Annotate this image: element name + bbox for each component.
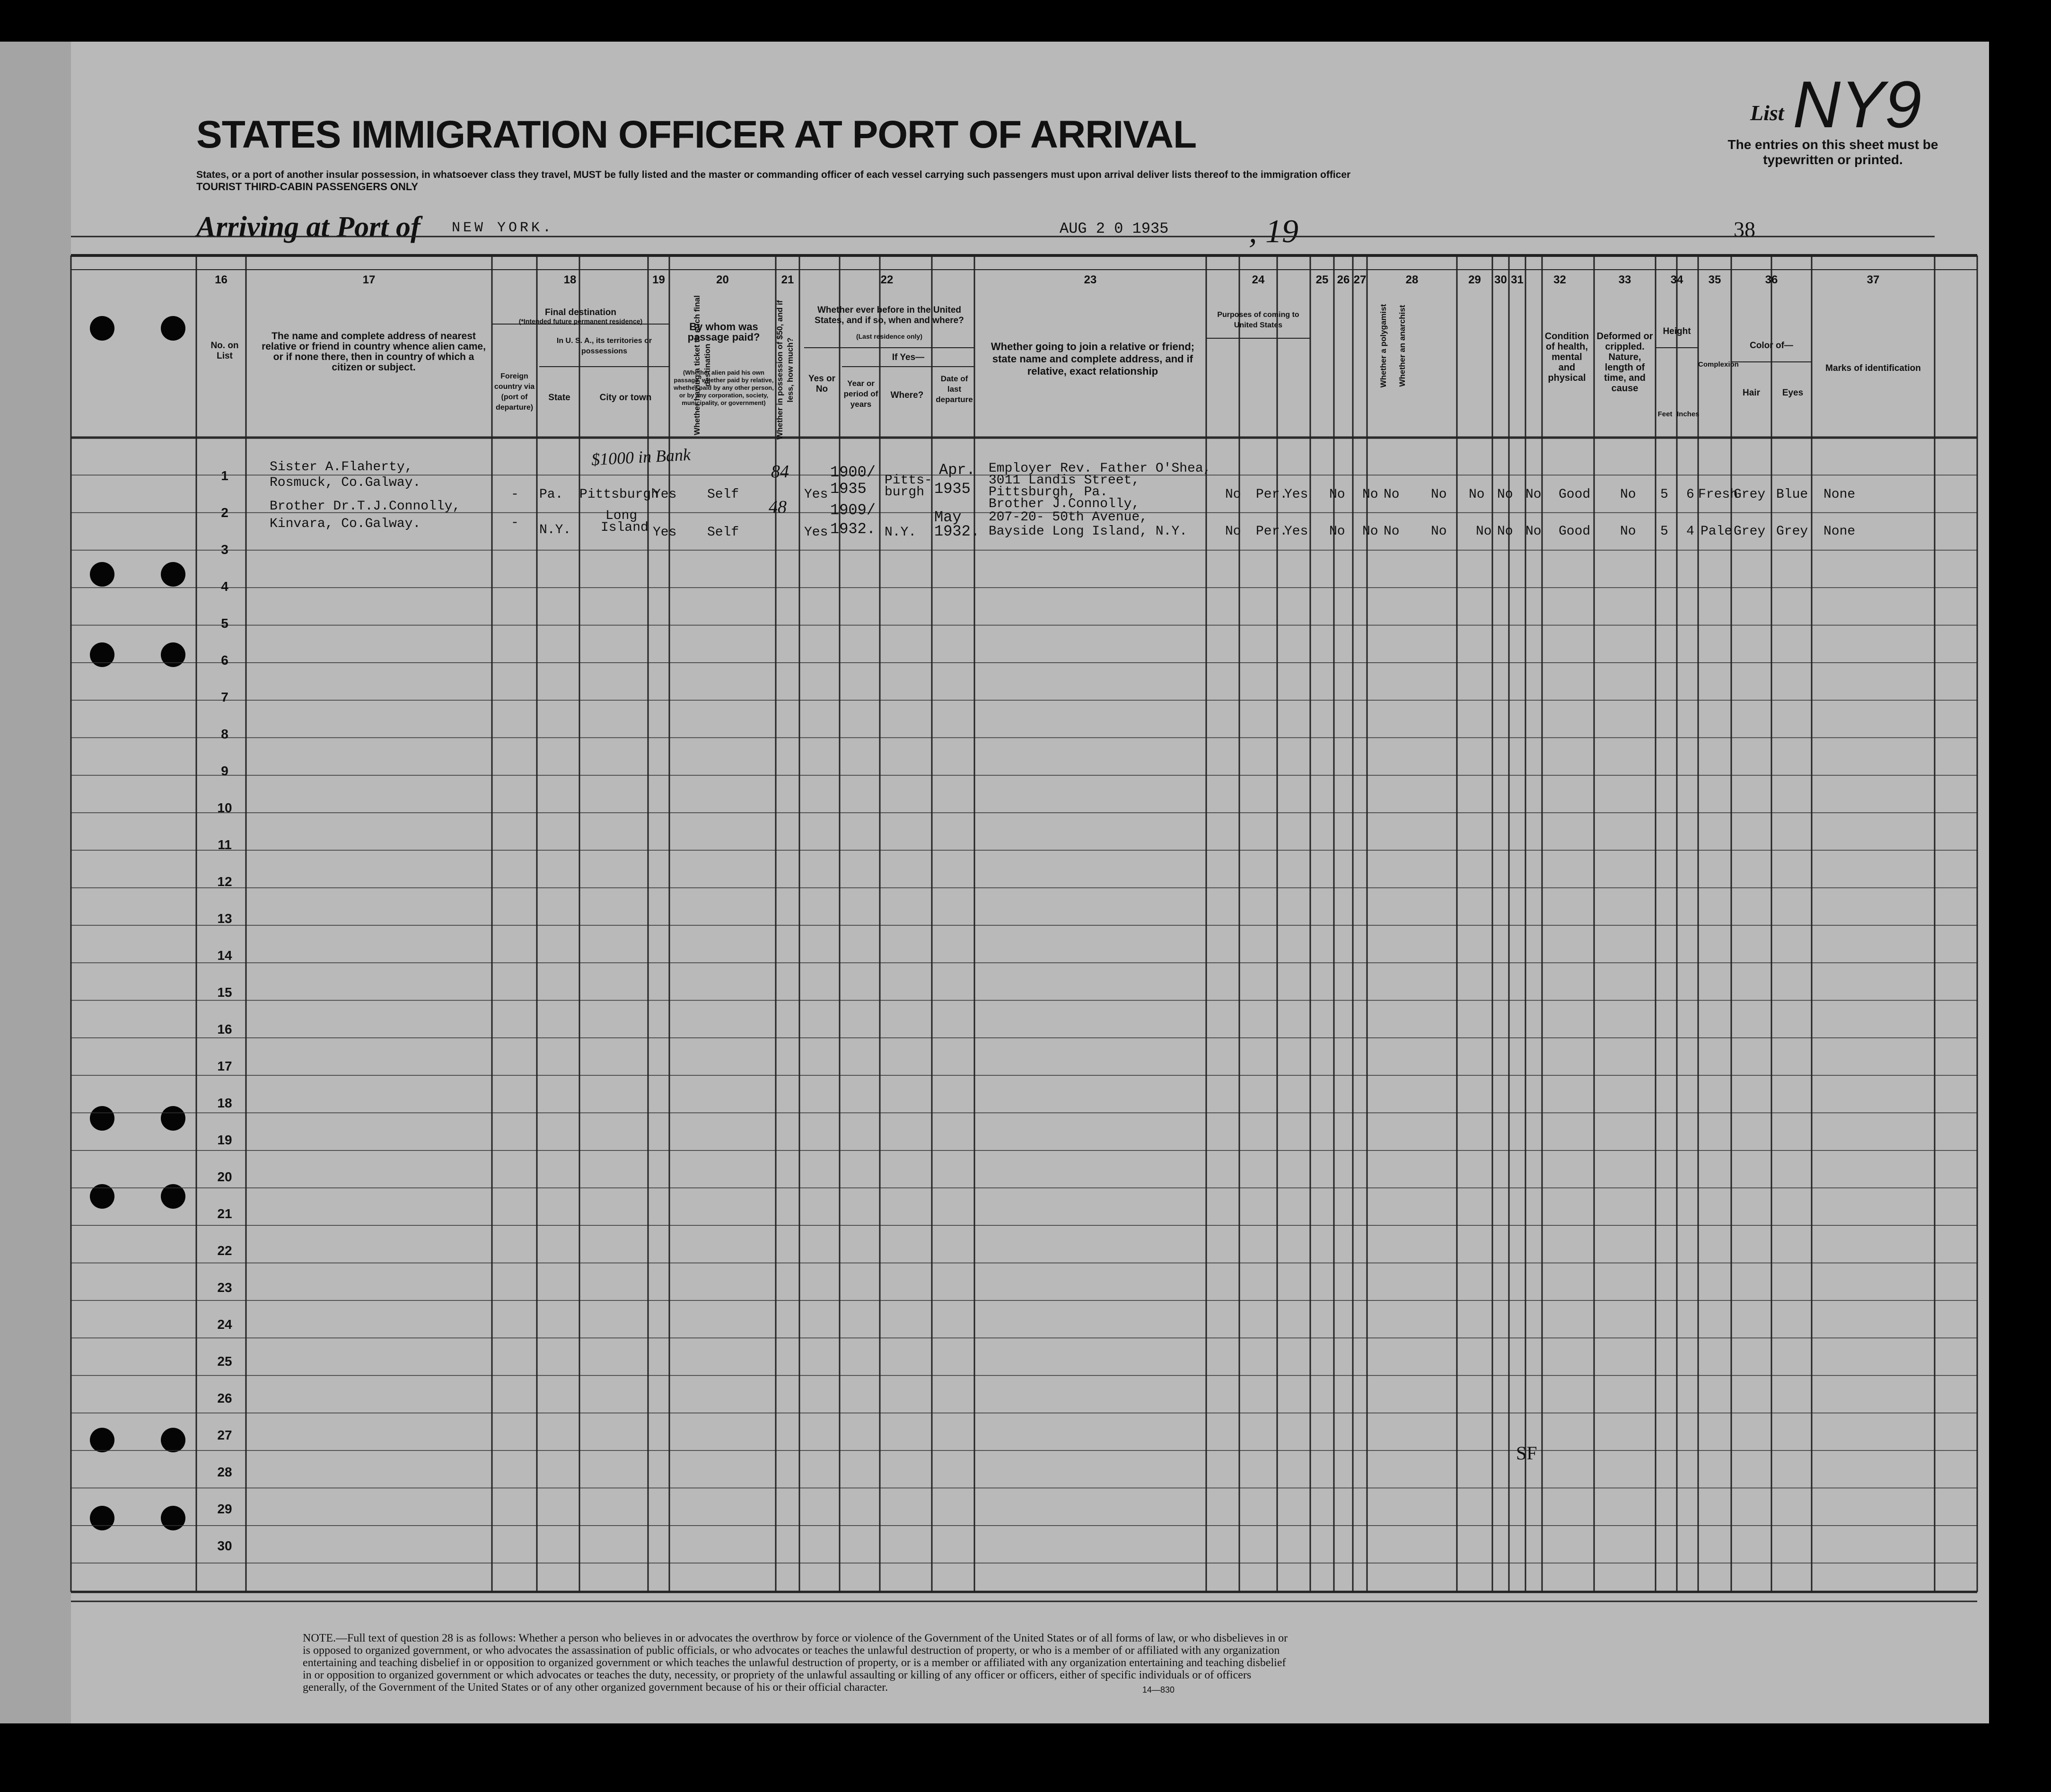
row-number: 15 [217,985,232,1000]
header-city: City or town [599,393,652,403]
row1-state: Pa. [539,487,563,502]
entries-note: The entries on this sheet must be typewritten or printed. [1727,137,1938,167]
row1-col30: No [1497,487,1513,502]
header-deformed: Deformed or crippled. Nature, length of time, and cause [1596,331,1653,394]
header-final-destination-note: (*Intended future permanent residence) [518,317,643,325]
header-state: State [548,393,570,403]
row2-years-line2: 1932. [830,520,876,538]
row2-inches: 4 [1686,524,1694,539]
row1-feet: 5 [1660,487,1668,502]
header-feet: Feet [1657,410,1673,418]
row-number: 27 [217,1428,232,1442]
row2-feet: 5 [1660,524,1668,539]
row1-depart-line2: 1935 [934,480,971,498]
row1-col27: No [1384,487,1400,502]
row1-relative-line1: Sister A.Flaherty, [270,460,413,474]
row-number: 18 [217,1096,232,1110]
row2-join-line3: Bayside Long Island, N.Y. [989,524,1188,539]
row-number: 24 [217,1317,232,1332]
row-number: 17 [217,1059,232,1073]
row2-purpose1: No [1225,524,1241,539]
row2-relative-line1: Brother Dr.T.J.Connolly, [270,499,461,514]
header-foreign-country: Foreign country via (port of departure) [494,372,535,412]
row1-purpose2: Per. [1256,487,1288,502]
row-number: 26 [217,1391,232,1405]
header-purpose: Purposes of coming to United States [1217,311,1299,329]
row2-ticket: Yes [653,525,677,540]
row-number: 5 [221,616,228,631]
row1-depart-line1: Apr. [939,461,975,479]
column-number: 20 [716,273,729,286]
column-number: 28 [1405,273,1419,286]
row1-where-line1: Pitts- [885,473,932,488]
row2-paid: Self [707,525,739,540]
row2-col30: No [1497,524,1513,539]
form-title: STATES IMMIGRATION OFFICER AT PORT OF ARRIVAL [196,113,1197,156]
header-no-on-list: No. on List [210,341,239,361]
header-yes-no: Yes or No [808,374,836,394]
header-if-yes: If Yes— [892,352,925,362]
row1-col26: No [1362,487,1378,502]
row2-join-line1: Brother J.Connolly, [989,497,1140,511]
row-number: 30 [217,1538,232,1553]
row2-years-line1: 1909/ [830,501,876,519]
row2-join-line2: 207-20- 50th Avenue, [989,510,1148,525]
row-number: 16 [217,1022,232,1037]
column-number: 30 [1494,273,1507,286]
row-number: 20 [217,1169,232,1184]
row-number: 23 [217,1280,232,1295]
row2-marks: None [1823,524,1856,539]
row-number: 22 [217,1243,232,1258]
header-eyes: Eyes [1782,388,1804,398]
header-condition: Condition of health, mental and physical [1544,331,1589,383]
row1-foreign: - [511,487,519,502]
row2-col28: No [1431,524,1447,539]
row1-paid: Self [707,487,739,502]
header-marks: Marks of identification [1825,363,1921,373]
header-hair: Hair [1743,388,1760,398]
year-prefix: , 19 [1249,213,1298,250]
row-number: 2 [221,505,228,520]
row-number: 1 [221,468,228,483]
header-height: Height [1663,326,1691,336]
column-number: 33 [1618,273,1631,286]
row2-depart-line2: 1932. [934,523,980,540]
year-suffix: 38 [1734,217,1755,241]
header-where: Where? [890,390,924,400]
row-number: 3 [221,542,228,557]
column-number: 24 [1252,273,1265,286]
row-number: 6 [221,653,228,668]
row1-where-line2: burgh [885,485,925,500]
header-passage-paid: By whom was passage paid? [687,321,760,343]
header-ticket: Whether having a ticket to such final destination [692,295,712,435]
row1-join-line1: Employer Rev. Father O'Shea, [989,461,1211,476]
row2-purpose2: Per. [1256,524,1288,539]
row1-inches: 6 [1686,487,1694,502]
row-number: 14 [217,948,232,963]
row1-purpose1: No [1225,487,1241,502]
row2-city-line1: Long [605,509,638,523]
row1-money-handwritten: 84 [771,462,789,482]
header-before-note: (Last residence only) [856,333,923,340]
column-number: 35 [1708,273,1721,286]
arriving-label: Arriving at Port of [196,211,421,243]
row1-city: Pittsburgh [579,487,659,502]
row2-city-line2: Island [601,520,649,535]
column-number: 25 [1315,273,1329,286]
row1-marks: None [1823,487,1856,502]
column-number: 16 [215,273,228,286]
row1-deformed: No [1620,487,1636,502]
row2-col29: No [1476,524,1492,539]
initials-handwritten: SF [1516,1442,1537,1464]
column-number: 26 [1337,273,1350,286]
row-number: 8 [221,727,228,741]
row-number: 4 [221,579,228,594]
column-number: 29 [1468,273,1481,286]
header-final-destination: Final destination [545,307,616,317]
column-number: 17 [362,273,376,286]
row1-col29: No [1469,487,1485,502]
row1-years-line2: 1935 [830,480,867,498]
bank-note-handwritten: $1000 in Bank [591,445,691,469]
arrival-date-stamp: AUG 2 0 1935 [1060,220,1169,237]
row2-before: Yes [804,525,828,540]
row1-col25: No [1329,487,1345,502]
row1-complexion: Fresh [1698,487,1738,502]
list-number-handwritten: NY9 [1793,67,1922,141]
row-number: 10 [217,800,232,815]
row2-col25: No [1329,524,1345,539]
row2-hair: Grey [1734,524,1766,539]
row1-join-line3: Pittsburgh, Pa. [989,485,1108,500]
port-name: NEW YORK. [452,220,554,236]
row-number: 7 [221,690,228,704]
row-number: 21 [217,1206,232,1221]
row1-hair: Grey [1734,487,1766,502]
header-inches: Inches [1677,410,1700,418]
footnote-question-28: NOTE.—Full text of question 28 is as follows: Whether a person who believes in or advocates the overthrow by force or violence of the Government of the United States or of all forms of law, or who disbelieves in or is opposed to organized government, or who advocates the assassination of public officials, or who advocates or teaches the unlawful destruction of property, or who is a member of or affiliated with any organization entertaining and teaching disbelief in or opposition to organized government or which teaches the unlawful destruction of property, or is a member or affiliated with any organization entertaining and teaching disbelief in or opposition to organized government or which advocates or teaches the duty, necessity, or propriety of the unlawful assaulting or killing of any officer or officers, either of specific individuals or of officers generally, of the Government of the United States or of any other organized government because of his or their official character. [303,1632,1288,1694]
row1-col28: No [1431,487,1447,502]
header-year-period: Year or period of years [843,379,878,409]
row2-money-handwritten: 48 [769,497,787,517]
row1-join-line2: 3011 Landis Street, [989,473,1140,488]
column-number: 36 [1765,273,1778,286]
row2-col27: No [1384,524,1400,539]
header-in-usa: In U. S. A., its territories or possessions [556,337,652,355]
row1-ticket: Yes [653,487,677,502]
row1-health: Good [1559,487,1591,502]
list-label: List [1750,101,1784,125]
column-number: 31 [1511,273,1524,286]
row-number: 28 [217,1465,232,1479]
column-number: 21 [781,273,794,286]
column-number: 22 [880,273,894,286]
form-number: 14—830 [1142,1685,1175,1695]
row1-years-line1: 1900/ [830,464,876,481]
row2-depart-line1: May [934,509,962,526]
row-number: 13 [217,911,232,926]
column-number: 34 [1670,273,1683,286]
row2-state: N.Y. [539,523,571,537]
row1-col31: No [1525,487,1542,502]
header-complexion: Complexion [1698,360,1739,369]
column-number: 27 [1353,273,1367,286]
header-relative: The name and complete address of nearest relative or friend in country whence alien came, or if none there, then in country of which a citizen or subject. [262,331,486,373]
row2-where: N.Y. [885,525,917,540]
row2-foreign: - [511,516,519,530]
header-money: Whether in possession of $50, and if less, how much? [775,300,795,440]
column-number: 18 [563,273,577,286]
row2-col31: No [1525,524,1542,539]
header-polygamist: Whether a polygamist [1379,304,1388,388]
header-joining: Whether going to join a relative or friend; state name and complete address, and if relative, exact relationship [990,341,1195,377]
row2-health: Good [1559,524,1591,539]
header-passage-note: (Whether alien paid his own passage, whether paid by relative, whether paid by any other person, or by any corporation, society, municipality, or government) [674,369,774,406]
header-before-us: Whether ever before in the United States, and if so, when and where? [815,305,964,325]
header-date-departure: Date of last departure [936,374,973,404]
row1-purpose3: Yes [1284,487,1308,502]
header-color-of: Color of— [1750,341,1793,351]
row-number: 29 [217,1502,232,1516]
row1-before: Yes [804,487,828,502]
row-number: 9 [221,764,228,778]
column-number: 23 [1084,273,1097,286]
row-number: 25 [217,1354,232,1369]
row-number: 11 [218,837,232,852]
passenger-class: TOURIST THIRD-CABIN PASSENGERS ONLY [196,181,418,193]
row2-deformed: No [1620,524,1636,539]
row2-col26: No [1362,524,1378,539]
row-number: 12 [217,874,232,889]
column-number: 19 [652,273,665,286]
row2-purpose3: Yes [1284,524,1308,539]
row2-eyes: Grey [1776,524,1808,539]
column-number: 32 [1553,273,1566,286]
row2-complexion: Pale [1700,524,1733,539]
row1-eyes: Blue [1776,487,1808,502]
row1-relative-line2: Rosmuck, Co.Galway. [270,475,421,490]
row-number: 19 [217,1133,232,1147]
header-anarchist: Whether an anarchist [1398,305,1407,387]
form-instructions: States, or a port of another insular possession, in whatsoever class they travel, MUST be fully listed and the master or commanding officer of each vessel carrying such passengers must upon arrival deliver lists thereof to the immigration officer [196,169,1351,180]
column-number: 37 [1867,273,1880,286]
row2-relative-line2: Kinvara, Co.Galway. [270,517,421,531]
